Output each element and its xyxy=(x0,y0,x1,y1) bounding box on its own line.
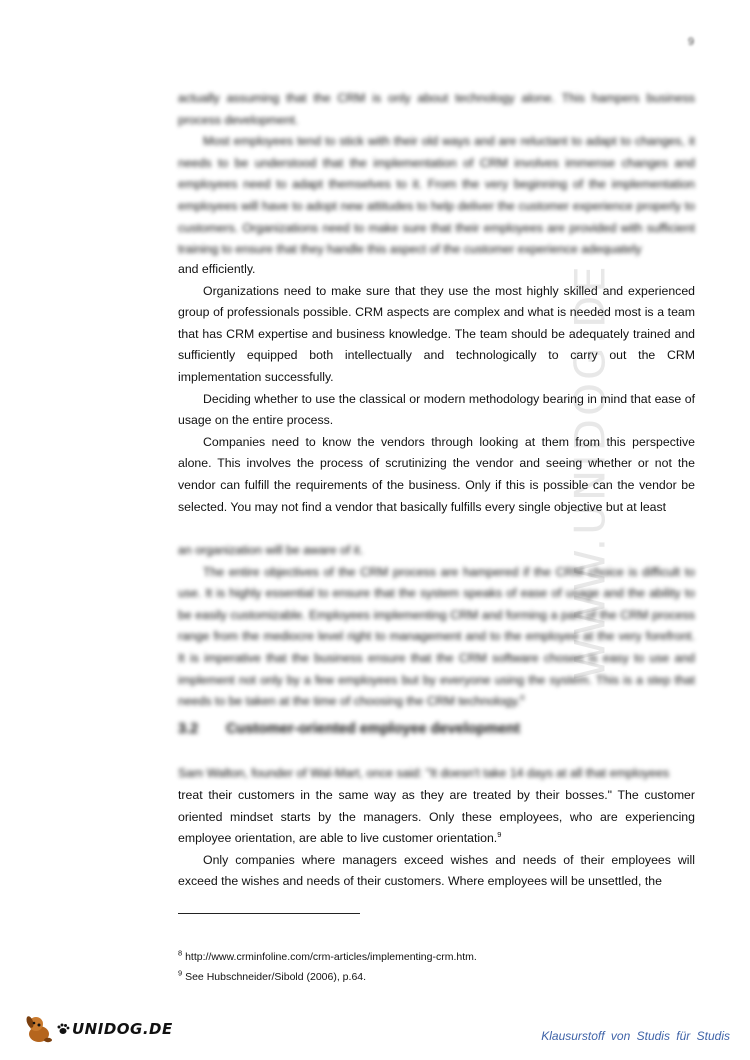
footnote xyxy=(178,947,477,967)
paragraph: Only companies where managers exceed wishes and needs of their employees will exceed the wishes and needs of their customers. Where employees will be unsettled, the xyxy=(178,852,695,889)
unidog-logo[interactable] xyxy=(22,1012,173,1046)
paragraph: Deciding whether to use the classical or modern methodology bearing in mind that ease of usage on the entire process. xyxy=(178,391,695,428)
paragraph-end: an organization will be aware of it. xyxy=(178,543,364,557)
section-heading xyxy=(178,721,520,737)
paragraph-start: Sam Walton, founder of Wal-Mart, once said: "It doesn't take 14 days at all that employees xyxy=(178,766,670,780)
paragraph: Companies need to know the vendors through looking at them from this perspective alone. This involves the process of scrutinizing the vendor and seeing whether or not the vendor can fulfill the requirements of the business. Only if this is possible can the vendor be selected. You may not find a vendor that basically fulfills every single objective but at least xyxy=(178,434,695,514)
footnote-mark: 9 xyxy=(178,968,183,978)
footnote-reference[interactable]: 8 xyxy=(520,693,525,703)
watermark: WWW.UNIDOG.DE xyxy=(565,263,615,680)
footnote xyxy=(178,967,477,987)
paragraph: actually assuming that the CRM is only about technology alone. This hampers business process development. xyxy=(178,91,695,127)
blurred-text-middle xyxy=(178,540,695,713)
footnotes xyxy=(178,947,477,987)
section-title: Customer-oriented employee development xyxy=(226,721,521,737)
paragraph-end: and efficiently. xyxy=(178,262,256,276)
dog-icon xyxy=(22,1012,56,1046)
paragraph xyxy=(178,562,695,713)
body-text xyxy=(178,259,695,518)
footnote-mark: 8 xyxy=(178,948,183,958)
paragraph: Most employees tend to stick with their old ways and are reluctant to adapt to changes, it needs to be understood that the implementation of CRM involves immense changes and employees need to adapt themselves to it. From the very beginning of the implementation employees will have to adopt new attitudes to help deliver the customer experience properly to customers. Organizations need to make sure that their employees are provided with sufficient training to ensure that they handle this aspect of the customer experience adequately xyxy=(178,134,695,257)
footer-tagline: Klausurstoff von Studis für Studis xyxy=(541,1029,730,1043)
paragraph: Organizations need to make sure that they use the most highly skilled and experienced group of professionals possible. CRM aspects are complex and what is needed most is a team that has CRM expertise and business knowledge. The team should be adequately trained and sufficiently equipped both intellectually and technologically to carry out the CRM implementation successfully. xyxy=(178,283,695,384)
footnote-text[interactable]: http://www.crminfoline.com/crm-articles/implementing-crm.htm. xyxy=(182,951,477,963)
paw-icon xyxy=(56,1022,70,1036)
paragraph xyxy=(178,785,695,850)
footnote-text: See Hubschneider/Sibold (2006), p.64. xyxy=(182,971,367,983)
blurred-text-top xyxy=(178,88,695,261)
footnote-divider xyxy=(178,913,360,914)
section-number: 3.2 xyxy=(178,721,199,737)
paragraph-text: treat their customers in the same way as they are treated by their bosses." The customer oriented mindset starts by the managers. Only these employees, who are experiencing employee orientation, are able to live customer orientation. xyxy=(178,788,695,846)
blurred-text-bottom xyxy=(178,763,695,785)
body-text-lower xyxy=(178,785,695,893)
logo-text: UNIDOG.DE xyxy=(72,1020,173,1038)
page-number: 9 xyxy=(688,36,695,48)
paragraph-text: The entire objectives of the CRM process are hampered if the CRM choice is difficult to use. It is highly essential to ensure that the system speaks of ease of usage and the ability to be easily customizable. Employees implementing CRM and forming a part of the CRM process range from the mediocre level right to management and to the employee at the very forefront. It is imperative that the business ensure that the CRM software chosen is easy to use and implement not only by a few employees but by everyone using the system. This is a step that needs to be taken at the time of choosing the CRM technology. xyxy=(178,564,695,709)
footnote-reference[interactable]: 9 xyxy=(497,830,502,840)
